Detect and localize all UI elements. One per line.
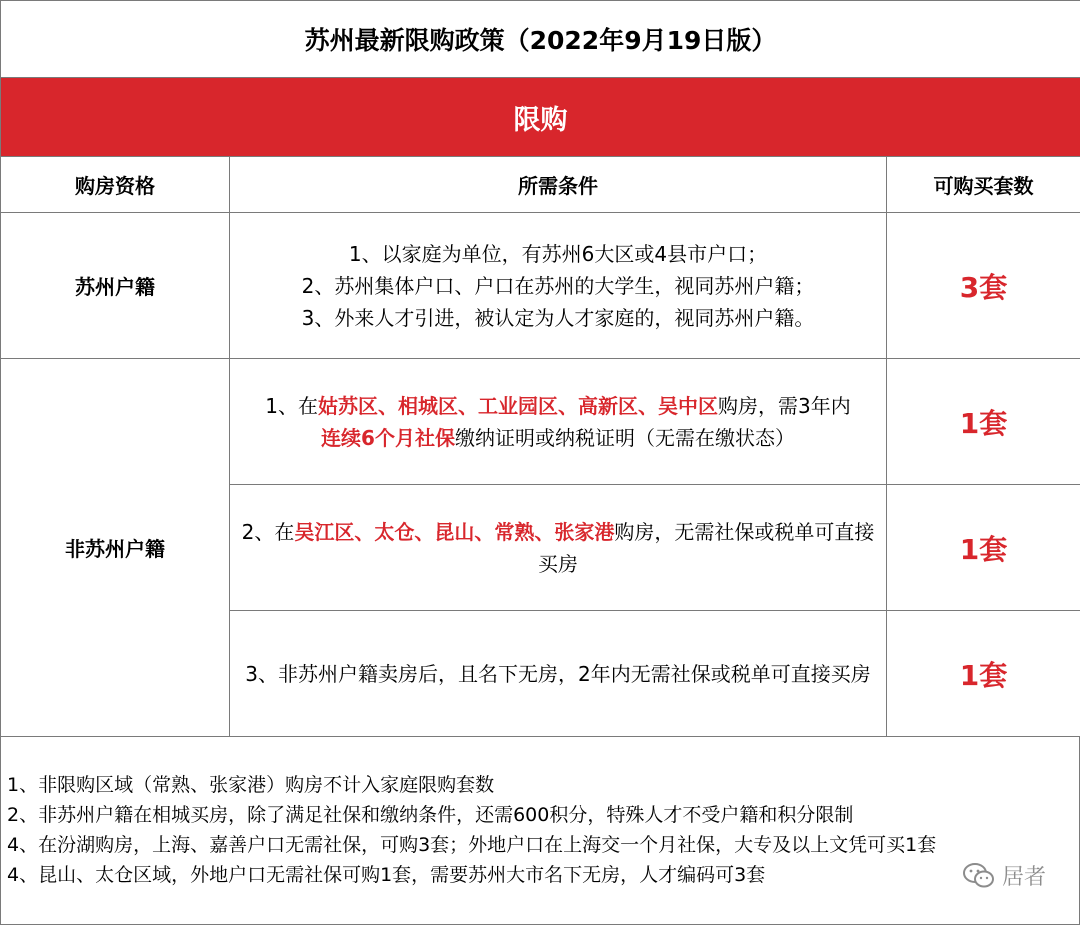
condition-suffix: 购房，无需社保或税单可直接买房 [538,519,875,576]
condition-line: 1、以家庭为单位，有苏州6大区或4县市户口； [348,241,768,266]
notes-box [0,736,1080,925]
count-non-suzhou-1: 1套 [887,359,1080,485]
count-non-suzhou-2: 1套 [887,485,1080,611]
note-item: 4、昆山、太仓区域，外地户口无需社保可购1套，需要苏州大市名下无房，人才编码可3套 [7,864,766,886]
qualification-non-suzhou: 非苏州户籍 [1,359,230,737]
note-item: 4、在汾湖购房，上海、嘉善户口无需社保，可购3套；外地户口在上海交一个月社保，大专及以上文凭可买1套 [7,834,937,856]
conditions-non-suzhou-3: 3、非苏州户籍卖房后，且名下无房，2年内无需社保或税单可直接买房 [230,611,887,737]
header-conditions: 所需条件 [230,157,887,213]
condition-suffix: 缴纳证明或纳税证明（无需在缴状态） [454,425,795,450]
social-security-highlight: 连续6个月社保 [321,425,455,450]
conditions-non-suzhou-1 [230,359,887,485]
conditions-suzhou [230,213,887,359]
note-item: 2、非苏州户籍在相城买房，除了满足社保和缴纳条件，还需600积分，特殊人才不受户籍和积分限制 [7,804,854,826]
count-suzhou: 3套 [887,213,1080,359]
header-count: 可购买套数 [887,157,1080,213]
qualification-suzhou: 苏州户籍 [1,213,230,359]
condition-line: 3、外来人才引进，被认定为人才家庭的，视同苏州户籍。 [301,305,815,330]
watermark [962,860,1046,891]
page-title: 苏州最新限购政策（2022年9月19日版） [1,1,1080,78]
restricted-districts: 姑苏区、相城区、工业园区、高新区、吴中区 [318,393,718,418]
condition-prefix: 2、在 [241,519,295,544]
notes-list [7,770,936,890]
condition-line: 2、苏州集体户口、户口在苏州的大学生，视同苏州户籍； [301,273,815,298]
table-row [1,359,1080,485]
conditions-non-suzhou-2 [230,485,887,611]
header-qualification: 购房资格 [1,157,230,213]
section-banner: 限购 [1,78,1080,157]
table-row [1,213,1080,359]
count-non-suzhou-3: 1套 [887,611,1080,737]
condition-prefix: 1、在 [265,393,318,418]
wechat-icon [962,862,996,890]
unrestricted-districts: 吴江区、太仓、昆山、常熟、张家港 [294,519,615,544]
condition-middle: 购房，需3年内 [718,393,851,418]
note-item: 1、非限购区域（常熟、张家港）购房不计入家庭限购套数 [7,774,495,796]
watermark-text: 居者 [1001,865,1046,890]
